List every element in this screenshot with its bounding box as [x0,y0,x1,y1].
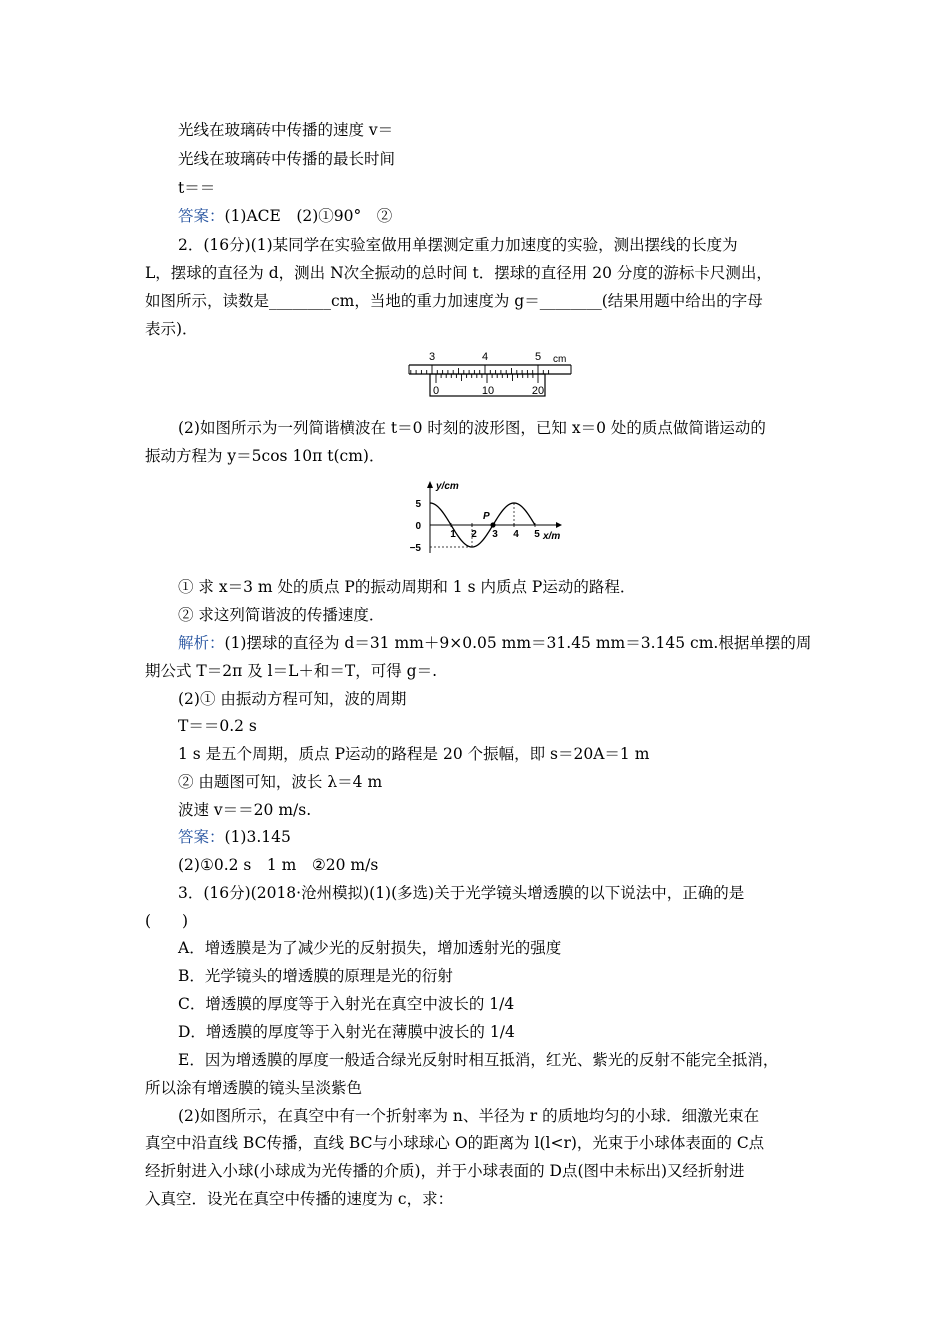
solution-line-5: 1 s 是五个周期，质点 P运动的路程是 20 个振幅，即 s＝20A＝1 m [178,745,650,763]
option-e-line-2: 所以涂有增透膜的镜头呈淡紫色 [145,1079,363,1097]
main-scale-label: 3 [428,351,436,363]
text-line: t＝＝ [178,179,216,197]
text-line: 光线在玻璃砖中传播的速度 v＝ [178,121,394,139]
sub-question-2: ② 求这列简谐波的传播速度． [178,606,385,624]
answer-line [178,206,392,226]
answer-line-2: (2)①0.2 s 1 m ②20 m/s [178,856,379,874]
point-p-label: P [483,511,490,522]
y-tick-label: −5 [409,543,421,554]
option-e-line-1: E．因为增透膜的厚度一般适合绿光反射时相互抵消，红光、紫光的反射不能完全抵消， [178,1051,779,1069]
answer-line [178,827,291,847]
question-3-part-2-line-3: 经折射进入小球(小球成为光传播的介质)，并于小球表面的 D点(图中未标出)又经折射进 [145,1162,745,1180]
vernier-caliper-figure [405,350,580,400]
y-tick-label: 5 [415,499,421,510]
x-tick-label: 5 [534,529,540,540]
answer-label: 答案： [178,828,225,846]
solution-line-7: 波速 v＝＝20 m/s. [178,801,312,819]
x-axis-arrow [556,522,562,528]
question-2-line-2: L，摆球的直径为 d，测出 N次全振动的总时间 t．摆球的直径用 20 分度的游标卡尺测出， [145,264,772,282]
solution-label: 解析： [178,634,225,652]
solution-line-6: ② 由题图可知，波长 λ＝4 m [178,773,383,791]
question-3-part-2-line-2: 真空中沿直线 BC传播，直线 BC与小球球心 O的距离为 l(l<r)，光束于小球体表面的 C点 [145,1134,765,1152]
main-scale [409,351,571,374]
question-2-line-3: 如图所示，读数是________cm，当地的重力加速度为 g＝________(结果用题中给出的字母 [145,292,763,310]
solution-line-3: (2)① 由振动方程可知，波的周期 [178,690,407,708]
solution-text: (1)摆球的直径为 d＝31 mm＋9×0.05 mm＝31.45 mm＝3.145 cm.根据单摆的周 [224,634,812,652]
option-d: D．增透膜的厚度等于入射光在薄膜中波长的 1/4 [178,1023,515,1041]
question-2-line-4: 表示)． [145,320,198,338]
option-a: A．增透膜是为了减少光的反射损失，增加透射光的强度 [178,939,562,957]
y-axis-arrow [427,481,433,488]
x-axis-label: x/m [543,531,561,542]
question-2-line-1: 2．(16分)(1)某同学在实验室做用单摆测定重力加速度的实验，测出摆线的长度为 [178,236,738,254]
main-scale-label: 5 [534,351,542,363]
point-p [490,522,495,527]
y-tick-label: 0 [415,521,421,532]
answer-text: (1)3.145 [224,828,291,846]
x-tick-label: 2 [471,529,477,540]
vernier-scale-label: 20 [531,385,545,397]
solution-line-1 [178,633,811,653]
y-axis-label: y/cm [436,481,459,492]
text-line: 光线在玻璃砖中传播的最长时间 [178,150,396,168]
x-tick-label: 1 [450,529,456,540]
x-tick-label: 4 [513,529,519,540]
question-3-line-1: 3．(16分)(2018·沧州模拟)(1)(多选)关于光学镜头增透膜的以下说法中，正确的是 [178,884,745,902]
answer-text: (1)ACE (2)①90° ② [224,207,393,225]
question-2-part-2-line-1: (2)如图所示为一列简谐横波在 t＝0 时刻的波形图，已知 x＝0 处的质点做简谐运动的 [178,419,766,437]
sub-question-1: ① 求 x＝3 m 处的质点 P的振动周期和 1 s 内质点 P运动的路程． [178,578,636,596]
vernier-scale [430,374,545,397]
question-3-line-2: ( ) [145,912,189,930]
solution-line-2: 期公式 T＝2π 及 l＝L＋和＝T，可得 g＝. [145,662,438,680]
main-scale-label: 4 [481,351,489,363]
answer-label: 答案： [178,207,225,225]
vernier-scale-label: 0 [432,385,440,397]
question-3-part-2-line-4: 入真空．设光在真空中传播的速度为 c，求： [145,1190,454,1208]
unit-label: cm [553,354,567,365]
wave-graph [396,478,576,558]
solution-line-4: T＝＝0.2 s [178,717,257,735]
x-tick-label: 3 [492,529,498,540]
question-2-part-2-line-2: 振动方程为 y＝5cos 10π t(cm)． [145,447,385,465]
option-b: B．光学镜头的增透膜的原理是光的衍射 [178,967,453,985]
question-3-part-2-line-1: (2)如图所示，在真空中有一个折射率为 n、半径为 r 的质地均匀的小球．细激光束在 [178,1107,760,1125]
option-c: C．增透膜的厚度等于入射光在真空中波长的 1/4 [178,995,515,1013]
vernier-scale-label: 10 [481,385,495,397]
